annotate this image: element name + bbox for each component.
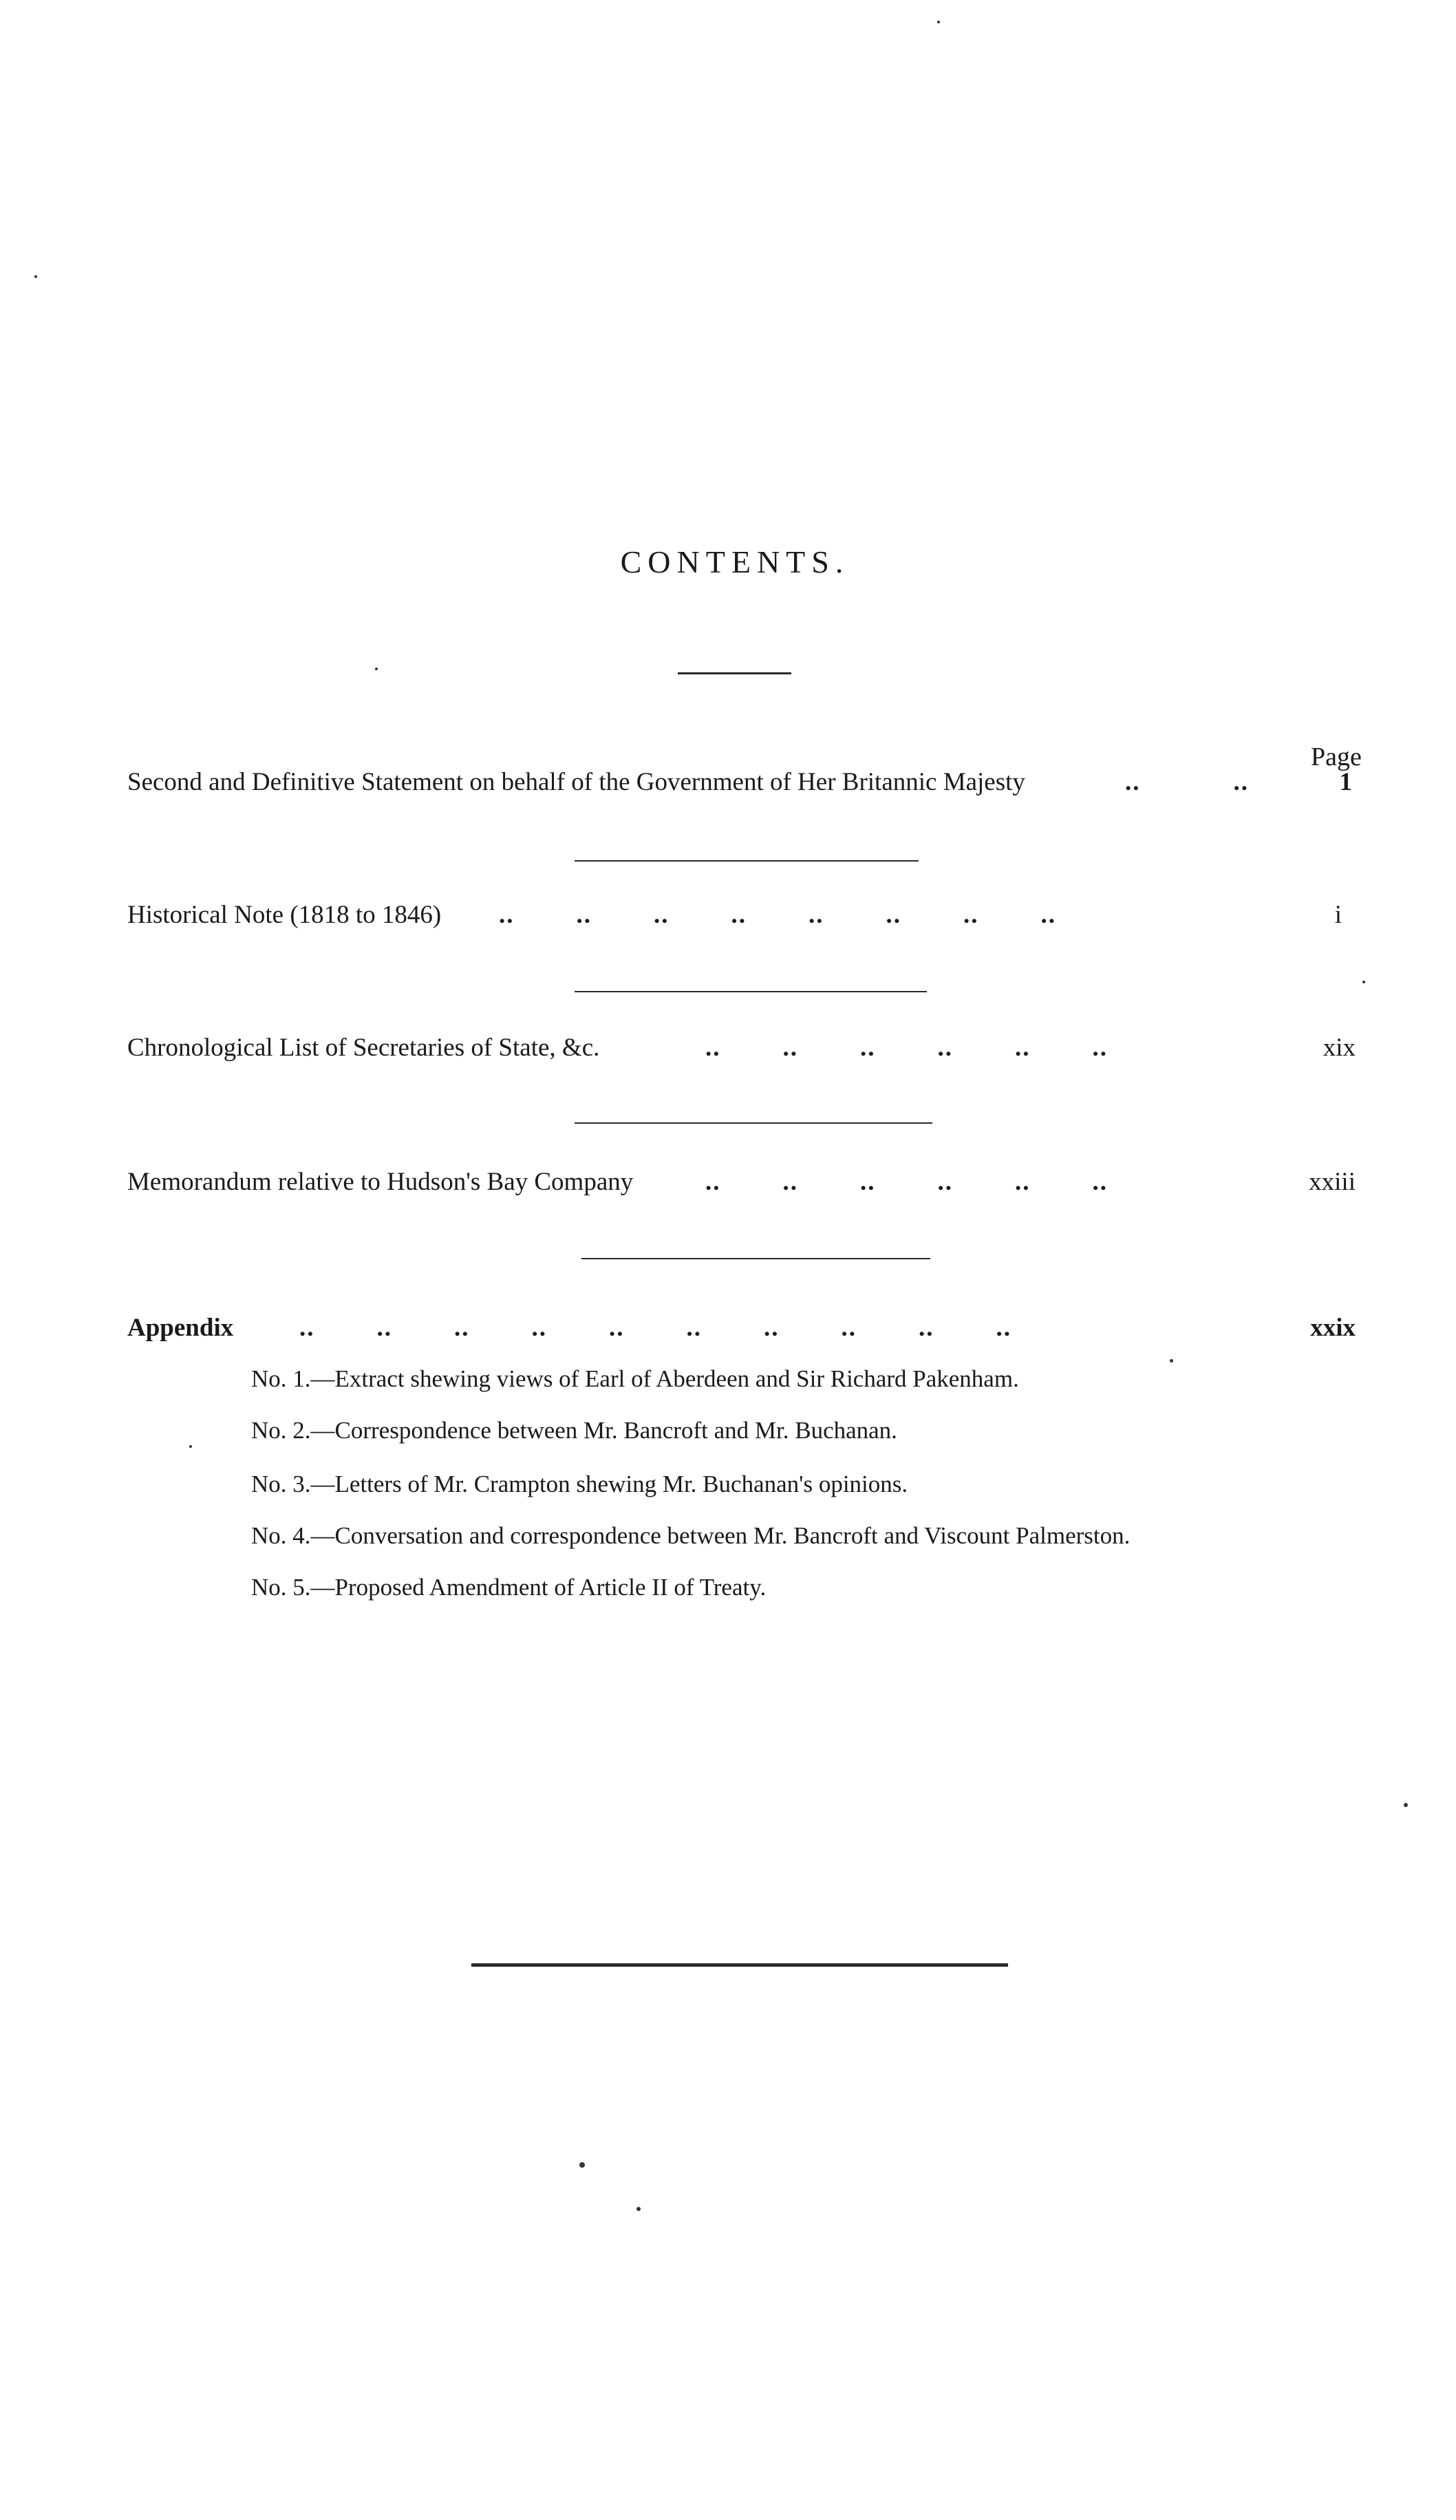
appendix-item-number: No. 3. [251, 1471, 311, 1497]
page-title: CONTENTS. [620, 544, 850, 579]
scan-speck [375, 668, 378, 670]
scan-speck [579, 2162, 585, 2168]
section-divider [575, 1122, 932, 1124]
leader-dots: .. .. .. .. .. .. [705, 1168, 1108, 1196]
section-divider [575, 991, 927, 992]
toc-entry [127, 1031, 1359, 1065]
appendix-item-text: —Letters of Mr. Crampton shewing Mr. Buchanan's opinions. [310, 1471, 908, 1497]
scan-speck [189, 1445, 192, 1448]
appendix-item-text: —Extract shewing views of Earl of Aberdeen and Sir Richard Pakenham. [310, 1365, 1019, 1392]
page-column-header: Page [1311, 743, 1362, 771]
toc-entry [127, 1311, 1359, 1345]
appendix-item-number: No. 5. [251, 1574, 311, 1601]
appendix-item-number: No. 2. [251, 1417, 311, 1444]
toc-entry-page: i [1334, 901, 1342, 929]
toc-entry-label: Second and Definitive Statement on behalf of the Government of Her Britannic Majesty [127, 768, 1025, 796]
closing-rule [471, 1963, 1008, 1967]
scan-speck [1362, 981, 1365, 983]
leader-dots: .. .. .. .. .. .. .. .. [499, 901, 1056, 929]
appendix-item [251, 1468, 908, 1501]
leader-dots: .. .. [1125, 768, 1249, 796]
appendix-item-number: No. 4. [251, 1522, 311, 1549]
toc-entry-label: Historical Note (1818 to 1846) [127, 901, 442, 929]
toc-entry [127, 898, 1359, 932]
toc-entry [127, 1165, 1359, 1199]
section-divider [575, 860, 919, 862]
leader-dots: .. .. .. .. .. .. .. .. .. .. [299, 1314, 1011, 1342]
toc-entry-page: xxix [1310, 1314, 1356, 1342]
appendix-item-text: —Correspondence between Mr. Bancroft and Mr. Buchanan. [310, 1417, 897, 1444]
appendix-item [251, 1363, 1019, 1396]
toc-entry-label: Appendix [127, 1314, 234, 1342]
appendix-item-text: —Conversation and correspondence between Mr. Bancroft and Viscount Palmerston. [310, 1522, 1131, 1549]
scan-speck [34, 275, 37, 278]
scan-speck [1404, 1803, 1408, 1807]
appendix-item [251, 1571, 766, 1604]
toc-entry-page: xix [1323, 1034, 1356, 1062]
appendix-item [251, 1414, 897, 1447]
scan-speck [937, 21, 940, 23]
toc-entry-page: 1 [1339, 768, 1352, 796]
toc-entry-label: Memorandum relative to Hudson's Bay Company [127, 1168, 634, 1196]
scan-speck [1170, 1359, 1173, 1363]
toc-entry-label: Chronological List of Secretaries of State, &c. [127, 1034, 600, 1062]
toc-entry-page: xxiii [1309, 1168, 1356, 1196]
leader-dots: .. .. .. .. .. .. [705, 1034, 1108, 1062]
appendix-item-text: —Proposed Amendment of Article II of Treaty. [310, 1574, 767, 1601]
title-underline [678, 672, 791, 674]
appendix-item-number: No. 1. [251, 1365, 311, 1392]
scan-speck [636, 2207, 641, 2211]
toc-entry [127, 765, 1359, 800]
appendix-item [251, 1519, 1130, 1552]
section-divider [581, 1258, 930, 1259]
